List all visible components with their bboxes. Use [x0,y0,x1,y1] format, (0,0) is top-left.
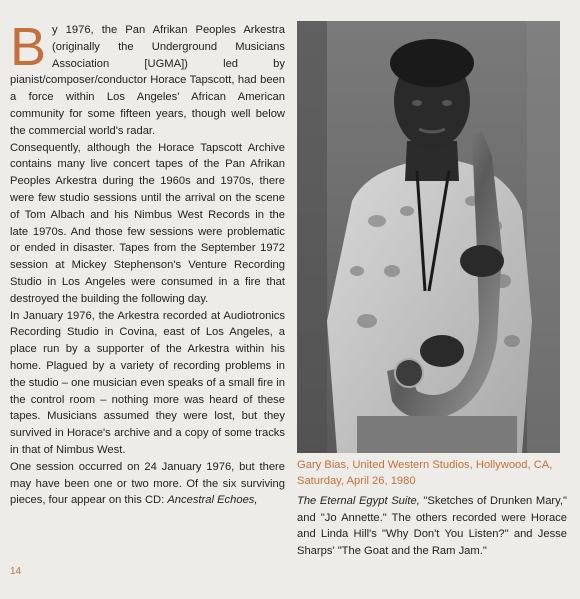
paragraph-2: Consequently, although the Horace Tapscott Archive contains many live concert tapes of the Pan Afrikan Peoples Arkestra during the 1960s and 1970s, there were few studio sessions until the arrival on the scene of Tom Albach and his Nimbus West Records in the late 1970s. And those few sessions were problematic or ended in disaster. Tapes from the September 1972 session at Mickey Stephenson's Venture Recording Studio in Los Angeles were consumed in a fire that destroyed the building the following day. [10,141,285,305]
article-left-column [10,17,285,509]
saxophonist-photo [297,21,560,453]
paragraph-1 [10,17,285,140]
photo-caption: Gary Bias, United Western Studios, Hollywood, CA, Saturday, April 26, 1980 [297,459,553,487]
continuation-title: The Eternal Egypt Suite, [297,495,420,507]
drop-cap: B [10,17,47,77]
paragraph-3: In January 1976, the Arkestra recorded at Audiotronics Recording Studio in Covina, east of Los Angeles, a place run by a supporter of the Arkestra within his home. Plagued by a variety of recording problems in the studio – one musician even speaks of a small fire in the control room – nothing more was heard of these tapes. Musicians assumed they were lost, but they survived in Horace's archive and a copy of some tracks in that of Nimbus West. [10,309,285,456]
page-number: 14 [10,566,22,577]
article-continuation [297,493,567,559]
paragraph-1-text: y 1976, the Pan Afrikan Peoples Arkestra (originally the Underground Musicians Association [UGMA]) led by pianist/composer/conductor Horace Tapscott, had been a force within Los Angeles' African American community for some fifteen years, though well below the commercial world's radar. [10,24,285,137]
photo-illustration [297,21,560,453]
paragraph-4-album-title: Ancestral Echoes, [167,494,258,507]
paragraph-4 [10,459,285,509]
continuation-text: "Sketches of Drunken Mary," and "Jo Annette." The others recorded were Horace and Linda Hill's "Why Don't You Listen?" and Jesse Sharps' "The Goat and the Ram Jam." [297,495,568,557]
paragraph-4-text: One session occurred on 24 January 1976, but there may have been one or two more. Of the six surviving pieces, four appear on this CD: [10,460,285,507]
